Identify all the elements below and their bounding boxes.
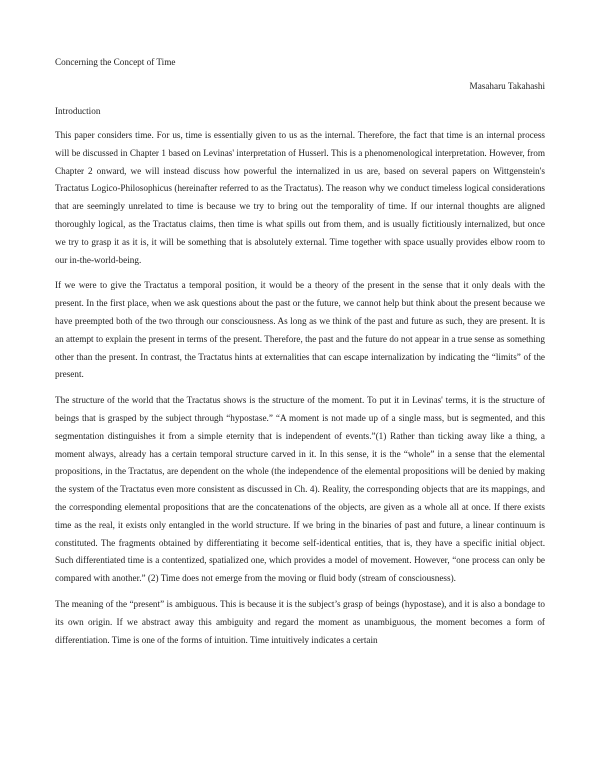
document-page xyxy=(55,0,545,776)
paragraph-2: If we were to give the Tractatus a temporal position, it would be a theory of the present in the sense that it only deals with the present. In the first place, when we ask questions about the past or the future, we cannot help but think about the present because we have preempted both of the two through our consciousness. As long as we think of the past and future as such, they are present. It is an attempt to explain the present in terms of the present. Therefore, the past and the future do not appear in a true sense as something other than the present. In contrast, the Tractatus hints at externalities that can escape internalization by indicating the “limits” of the present. xyxy=(55,280,545,380)
paragraph-1: This paper considers time. For us, time is essentially given to us as the internal. Therefore, the fact that time is an internal process will be discussed in Chapter 1 based on Levinas' interpretation of Husserl. This is a phenomenological interpretation. However, from Chapter 2 onward, we will instead discuss how powerful the internalized in us are, based on several papers on Wittgenstein's Tractatus Logico-Philosophicus (hereinafter referred to as the Tractatus). The reason why we conduct timeless logical considerations that are seemingly unrelated to time is because we try to bring out the temporality of time. If our internal thoughts are aligned thoroughly logical, as the Tractatus claims, then time is what spills out from them, and is usually fictitiously internalized, but once we try to grasp it as it is, it will be something that is absolutely external. Time together with space usually provides elbow room to our in-the-world-being. xyxy=(55,130,545,265)
body-text xyxy=(55,127,545,657)
section-heading: Introduction xyxy=(55,106,101,116)
document-title: Concerning the Concept of Time xyxy=(55,57,176,67)
paragraph-3: The structure of the world that the Tractatus shows is the structure of the moment. To put it in Levinas' terms, it is the structure of beings that is grasped by the subject through “hypostase.” “A moment is not made up of a single mass, but is segmented, and this segmentation distinguishes it from a simple eternity that is independent of events.”(1) Rather than ticking away like a thing, a moment always, already has a certain temporal structure carved in it. In this sense, it is the “whole” in a sense that the elemental propositions, in the Tractatus, are dependent on the whole (the independence of the elemental propositions will be denied by making the system of the Tractatus even more consistent as discussed in Ch. 4). Reality, the corresponding objects that are its mappings, and the corresponding elemental propositions that are the concatenations of the objects, are given as a whole all at once. If there exists time as the real, it exists only entangled in the world structure. If we bring in the binaries of past and future, a linear continuum is constituted. The fragments obtained by differentiating it become self-identical entities, that is, they have a specific initial object. Such differentiated time is a contentized, spatialized one, which provides a model of movement. However, “one process can only be compared with another.” (2) Time does not emerge from the moving or fluid body (stream of consciousness). xyxy=(55,395,545,584)
paragraph-4: The meaning of the “present” is ambiguous. This is because it is the subject’s grasp of beings (hypostase), and it is also a bondage to its own origin. If we abstract away this ambiguity and regard the moment as unambiguous, the moment becomes a form of differentiation. Time is one of the forms of intuition. Time intuitively indicates a certain xyxy=(55,598,545,645)
author-name: Masaharu Takahashi xyxy=(469,81,545,91)
